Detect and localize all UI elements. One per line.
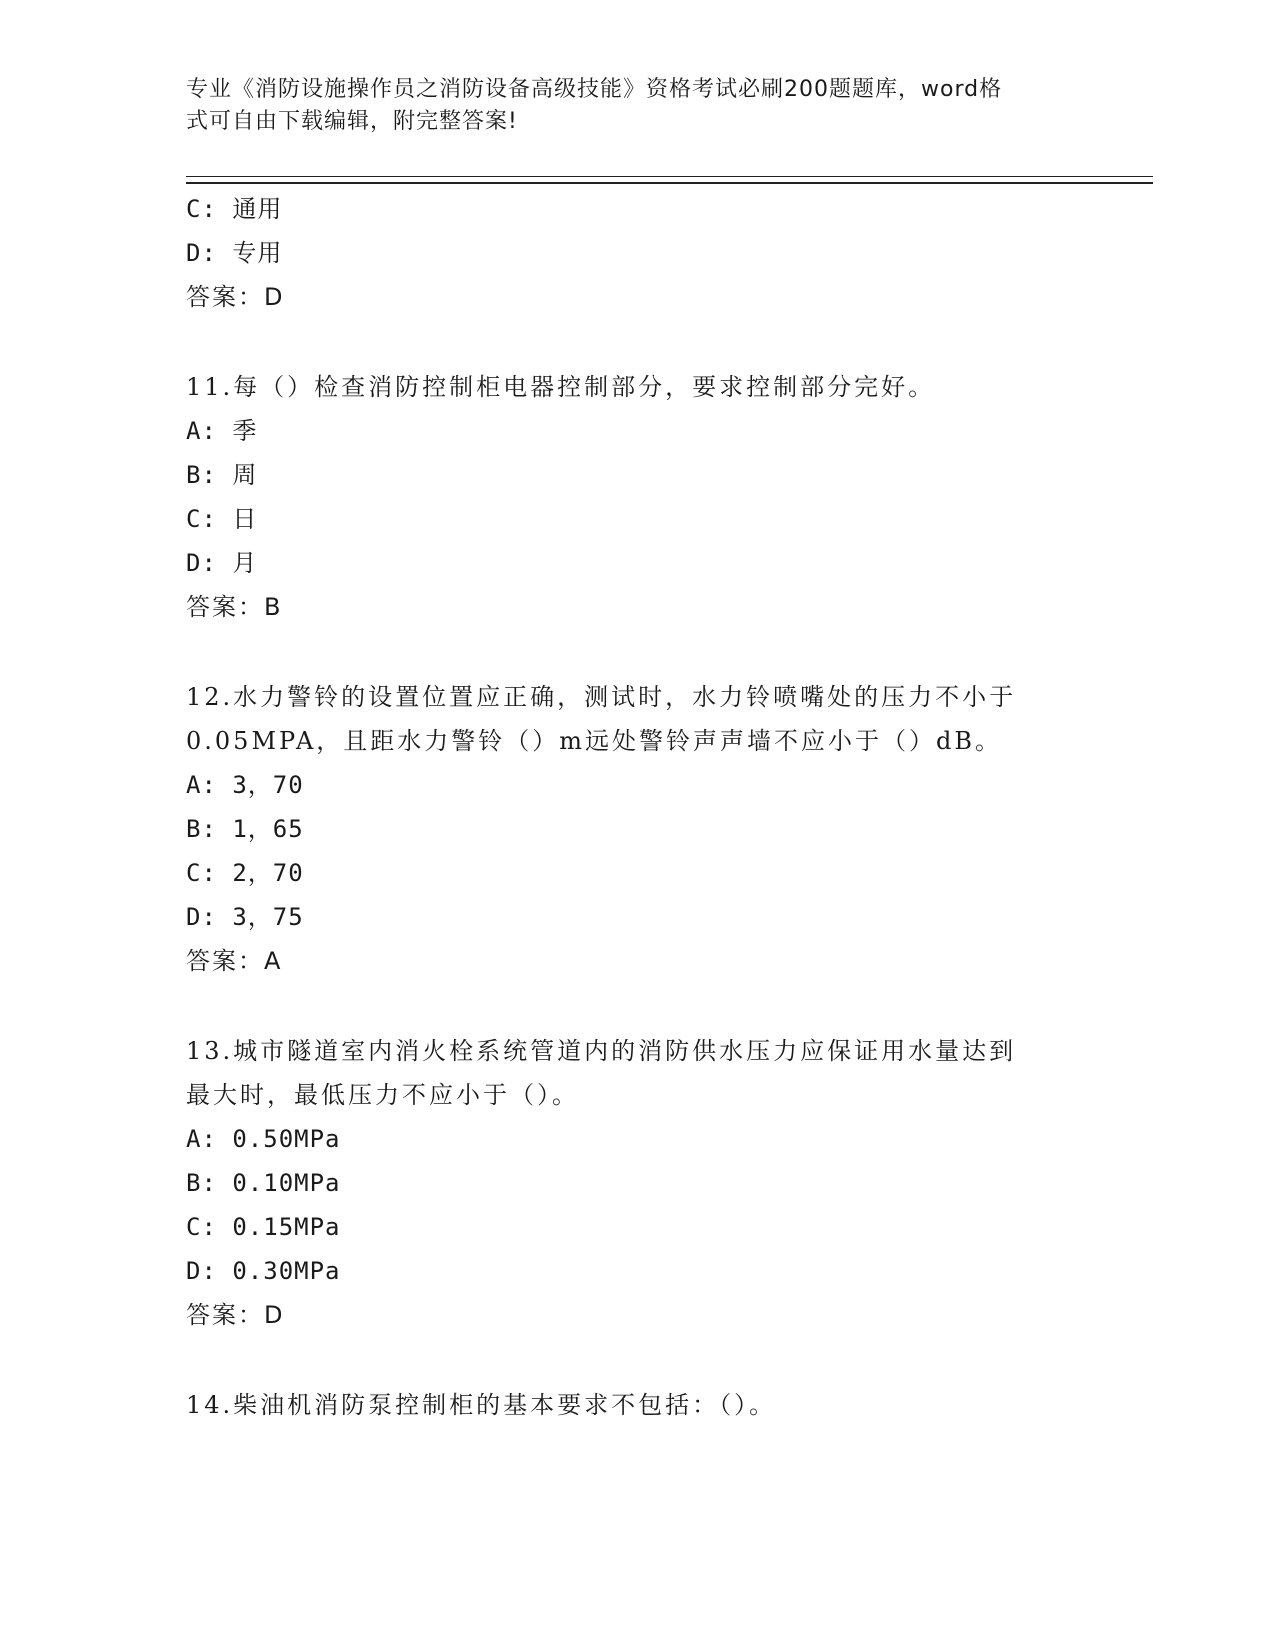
option-line: B: 1，65 [186,815,304,843]
document-header [186,74,1066,138]
question-line: 0.05MPA，且距水力警铃（）m远处警铃声声墙不应小于（）dB。 [186,727,1003,755]
option-line: C: 日 [186,505,258,533]
option-line: A: 3，70 [186,771,304,799]
option-line: D: 月 [186,549,258,577]
option-line: D: 3，75 [186,903,304,931]
header-divider [186,176,1153,184]
answer-line: 答案：D [186,283,285,311]
option-line: C: 2，70 [186,859,304,887]
question-line: 最大时，最低压力不应小于（）。 [186,1081,579,1109]
option-line: C: 通用 [186,195,283,223]
option-line: D: 专用 [186,239,283,267]
option-line: C: 0.15MPa [186,1213,341,1241]
option-line: A: 0.50MPa [186,1125,341,1153]
answer-line: 答案：D [186,1301,285,1329]
answer-line: 答案：B [186,593,283,621]
option-line: A: 季 [186,417,258,445]
question-line: 12.水力警铃的设置位置应正确，测试时，水力铃喷嘴处的压力不小于 [186,683,1017,711]
option-line: D: 0.30MPa [186,1257,341,1285]
option-line: B: 周 [186,461,258,489]
question-line: 14.柴油机消防泵控制柜的基本要求不包括：（）。 [186,1391,777,1419]
header-line-1: 专业《消防设施操作员之消防设备高级技能》资格考试必刷200题题库，word格 [186,77,1003,102]
question-line: 13.城市隧道室内消火栓系统管道内的消防供水压力应保证用水量达到 [186,1037,1017,1065]
header-line-2: 式可自由下载编辑，附完整答案! [186,109,518,134]
answer-line: 答案：A [186,947,283,975]
question-line: 11.每（）检查消防控制柜电器控制部分，要求控制部分完好。 [186,373,936,401]
option-line: B: 0.10MPa [186,1169,341,1197]
